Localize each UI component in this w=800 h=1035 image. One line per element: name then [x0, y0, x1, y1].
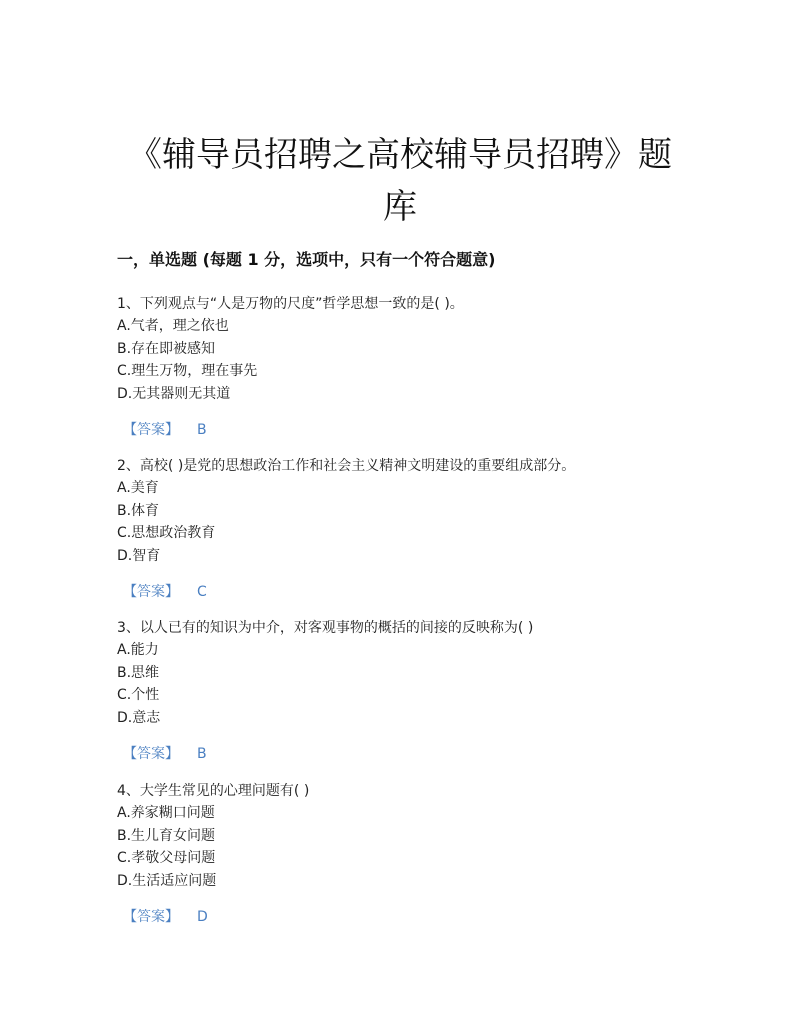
section-heading: 一，单选题 (每题 1 分，选项中，只有一个符合题意): [117, 250, 496, 269]
question-stem: 1、下列观点与“人是万物的尺度”哲学思想一致的是( )。: [117, 296, 464, 312]
option-a: A.气者，理之依也: [117, 318, 229, 334]
answer-value: B: [197, 422, 207, 438]
answer-label: 【答案】: [123, 746, 179, 762]
question-4: [117, 780, 737, 928]
answer-line: [117, 581, 737, 603]
question-1: [117, 293, 737, 441]
answer-line: [117, 419, 737, 441]
option-b: B.存在即被感知: [117, 340, 216, 357]
question-stem: 3、以人已有的知识为中介，对客观事物的概括的间接的反映称为( ): [117, 620, 534, 636]
question-3: [117, 617, 737, 765]
answer-label: 【答案】: [123, 422, 179, 438]
option-a: A.能力: [117, 642, 159, 658]
question-stem: 4、大学生常见的心理问题有( ): [117, 783, 310, 799]
answer-label: 【答案】: [123, 584, 179, 600]
answer-value: D: [197, 909, 208, 925]
option-c: C.理生万物，理在事先: [117, 363, 258, 379]
option-c: C.个性: [117, 687, 160, 703]
option-b: B.生儿育女问题: [117, 827, 216, 844]
answer-line: [117, 743, 737, 765]
option-a: A.养家糊口问题: [117, 805, 215, 821]
answer-value: B: [197, 746, 207, 762]
option-c: C.思想政治教育: [117, 525, 216, 541]
document-title: [100, 129, 700, 233]
answer-label: 【答案】: [123, 909, 179, 925]
title-line-1: 《辅导员招聘之高校辅导员招聘》题: [128, 134, 672, 175]
answer-line: [117, 906, 737, 928]
option-d: D.无其器则无其道: [117, 385, 231, 402]
option-d: D.智育: [117, 547, 161, 564]
question-2: [117, 455, 737, 603]
option-a: A.美育: [117, 480, 159, 496]
answer-value: C: [197, 584, 207, 600]
option-d: D.生活适应问题: [117, 872, 217, 889]
title-line-2: 库: [383, 186, 417, 227]
option-c: C.孝敬父母问题: [117, 850, 216, 866]
option-d: D.意志: [117, 709, 161, 726]
question-stem: 2、高校( )是党的思想政治工作和社会主义精神文明建设的重要组成部分。: [117, 458, 576, 474]
option-b: B.思维: [117, 664, 160, 681]
option-b: B.体育: [117, 502, 160, 519]
